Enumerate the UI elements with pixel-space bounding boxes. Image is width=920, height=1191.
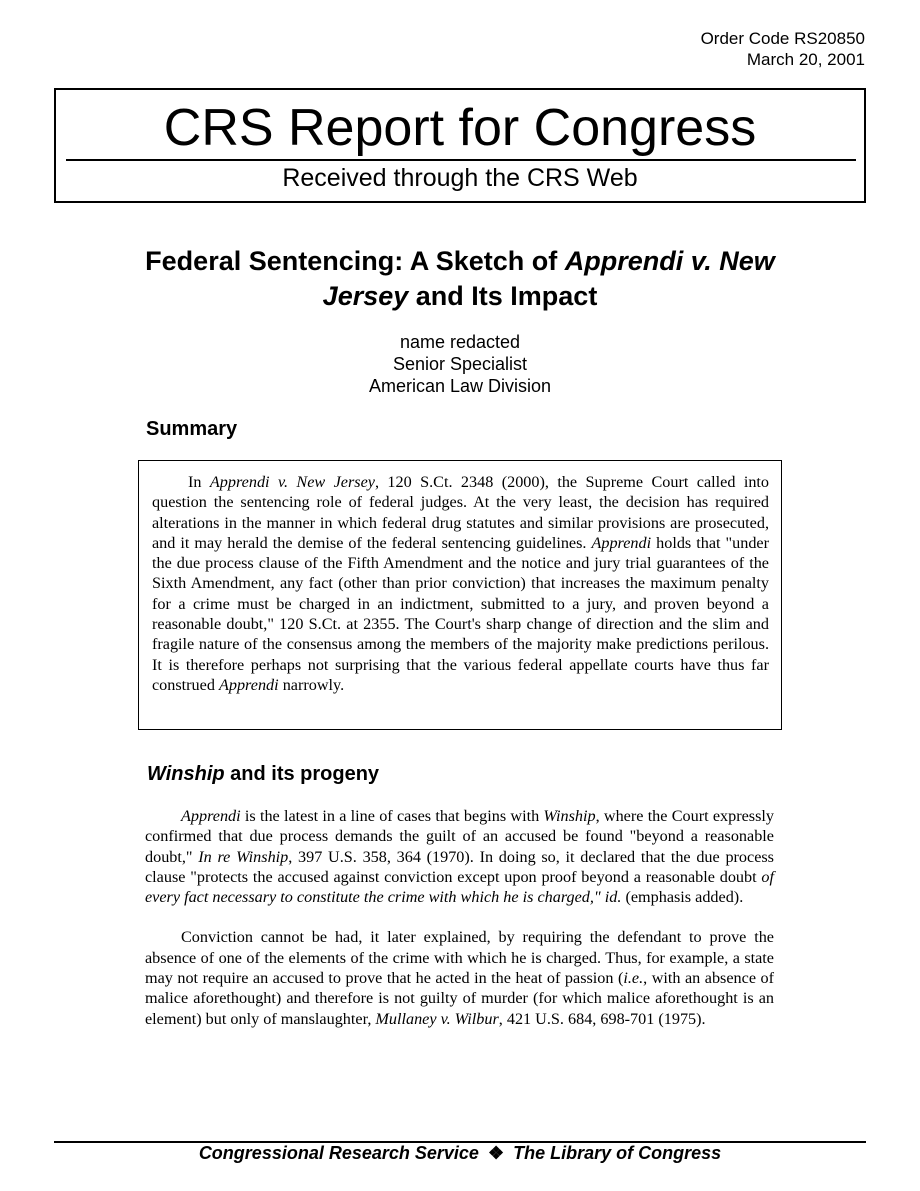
report-header-title: CRS Report for Congress — [163, 99, 757, 157]
footer-separator-icon: ❖ — [487, 1143, 505, 1163]
p1-text-4: (emphasis added). — [621, 888, 744, 907]
p1-emphasis: of every fact necessary to constitute the crime with which he is charged," id. — [145, 867, 774, 907]
summary-text-2: , 120 S.Ct. 2348 (2000), the Supreme Court called into question the sentencing role of federal judges. At the very least, the decision has required alterations in the manner in which federal drug statutes and similar provisions are prosecuted, and it may herald the demise of the federal sentencing guidelines. — [152, 473, 770, 552]
summary-case-name-2: Apprendi — [218, 675, 279, 694]
p2-ie: i.e. — [623, 969, 644, 988]
author-block — [100, 331, 820, 397]
footer-loc: The Library of Congress — [513, 1143, 722, 1163]
p1-case-winship: Winship — [543, 807, 596, 825]
title-part-3: and Its Impact — [408, 281, 598, 311]
report-header-subtitle: Received through the CRS Web — [282, 164, 638, 192]
section-heading-case: Winship — [147, 763, 225, 785]
body-paragraph-1 — [145, 806, 774, 907]
order-info — [701, 28, 865, 70]
p1-text-3: , 397 U.S. 358, 364 (1970). In doing so, it declared that the due process clause "protects the accused against conviction except upon proof beyond a reasonable doubt — [145, 847, 774, 886]
author-name: name redacted — [399, 332, 521, 352]
p1-case-in-re-winship: In re Winship — [198, 847, 289, 866]
footer — [0, 1142, 920, 1164]
summary-heading: Summary — [146, 418, 238, 440]
summary-text-1: In — [188, 473, 210, 491]
author-division: American Law Division — [368, 376, 552, 396]
title-case-name: Apprendi v. New Jersey — [322, 246, 775, 311]
summary-box — [138, 460, 782, 730]
report-date: March 20, 2001 — [746, 50, 865, 69]
body-paragraph-2 — [145, 927, 774, 1028]
p2-text-1: Conviction cannot be had, it later explained, by requiring the defendant to prove the absence of one of the elements of the crime with which he is charged. Thus, for example, a state may not require an accused to prove that he acted in the heat of passion ( — [145, 928, 774, 988]
summary-case-name: Apprendi — [591, 533, 652, 552]
author-position: Senior Specialist — [392, 354, 528, 374]
header-divider — [66, 159, 856, 161]
document-title — [100, 244, 820, 314]
order-code: Order Code RS20850 — [700, 29, 865, 48]
summary-text-4: narrowly. — [278, 675, 345, 694]
section-heading — [147, 763, 379, 786]
p1-text-2: , where the Court expressly confirmed that due process demands the guilt of an accused be found "beyond a reasonable doubt," — [145, 807, 774, 866]
p1-case-apprendi: Apprendi — [181, 807, 241, 825]
section-heading-rest: and its progeny — [224, 763, 380, 785]
p1-text-1: is the latest in a line of cases that begins with — [240, 807, 544, 825]
summary-text — [152, 472, 769, 695]
p2-text-3: , 421 U.S. 684, 698-701 (1975). — [498, 1009, 706, 1028]
report-header-box — [54, 88, 866, 203]
summary-text-3: holds that "under the due process clause of the Fifth Amendment and the notice and jury trial guarantees of the Sixth Amendment, any fact (other than prior conviction) that increases the maximum penalty for a crime must be charged in an indictment, submitted to a jury, and proven beyond a reasonable doubt," 120 S.Ct. at 2355. The Court's sharp change of direction and the slim and fragile nature of the consensus among the members of the majority make predictions perilous. It is therefore perhaps not surprising that the various federal appellate courts have thus far construed — [152, 533, 769, 694]
section-body — [145, 806, 774, 1029]
title-part-1: Federal Sentencing: A Sketch of — [145, 246, 565, 276]
p2-case-mullaney: Mullaney v. Wilbur — [375, 1009, 499, 1028]
p2-text-2: , with an absence of malice aforethought) and therefore is not guilty of murder (for which malice aforethought is an element) but only of manslaughter, — [145, 969, 774, 1028]
footer-crs: Congressional Research Service — [198, 1143, 479, 1163]
summary-case-citation: Apprendi v. New Jersey — [209, 473, 375, 491]
